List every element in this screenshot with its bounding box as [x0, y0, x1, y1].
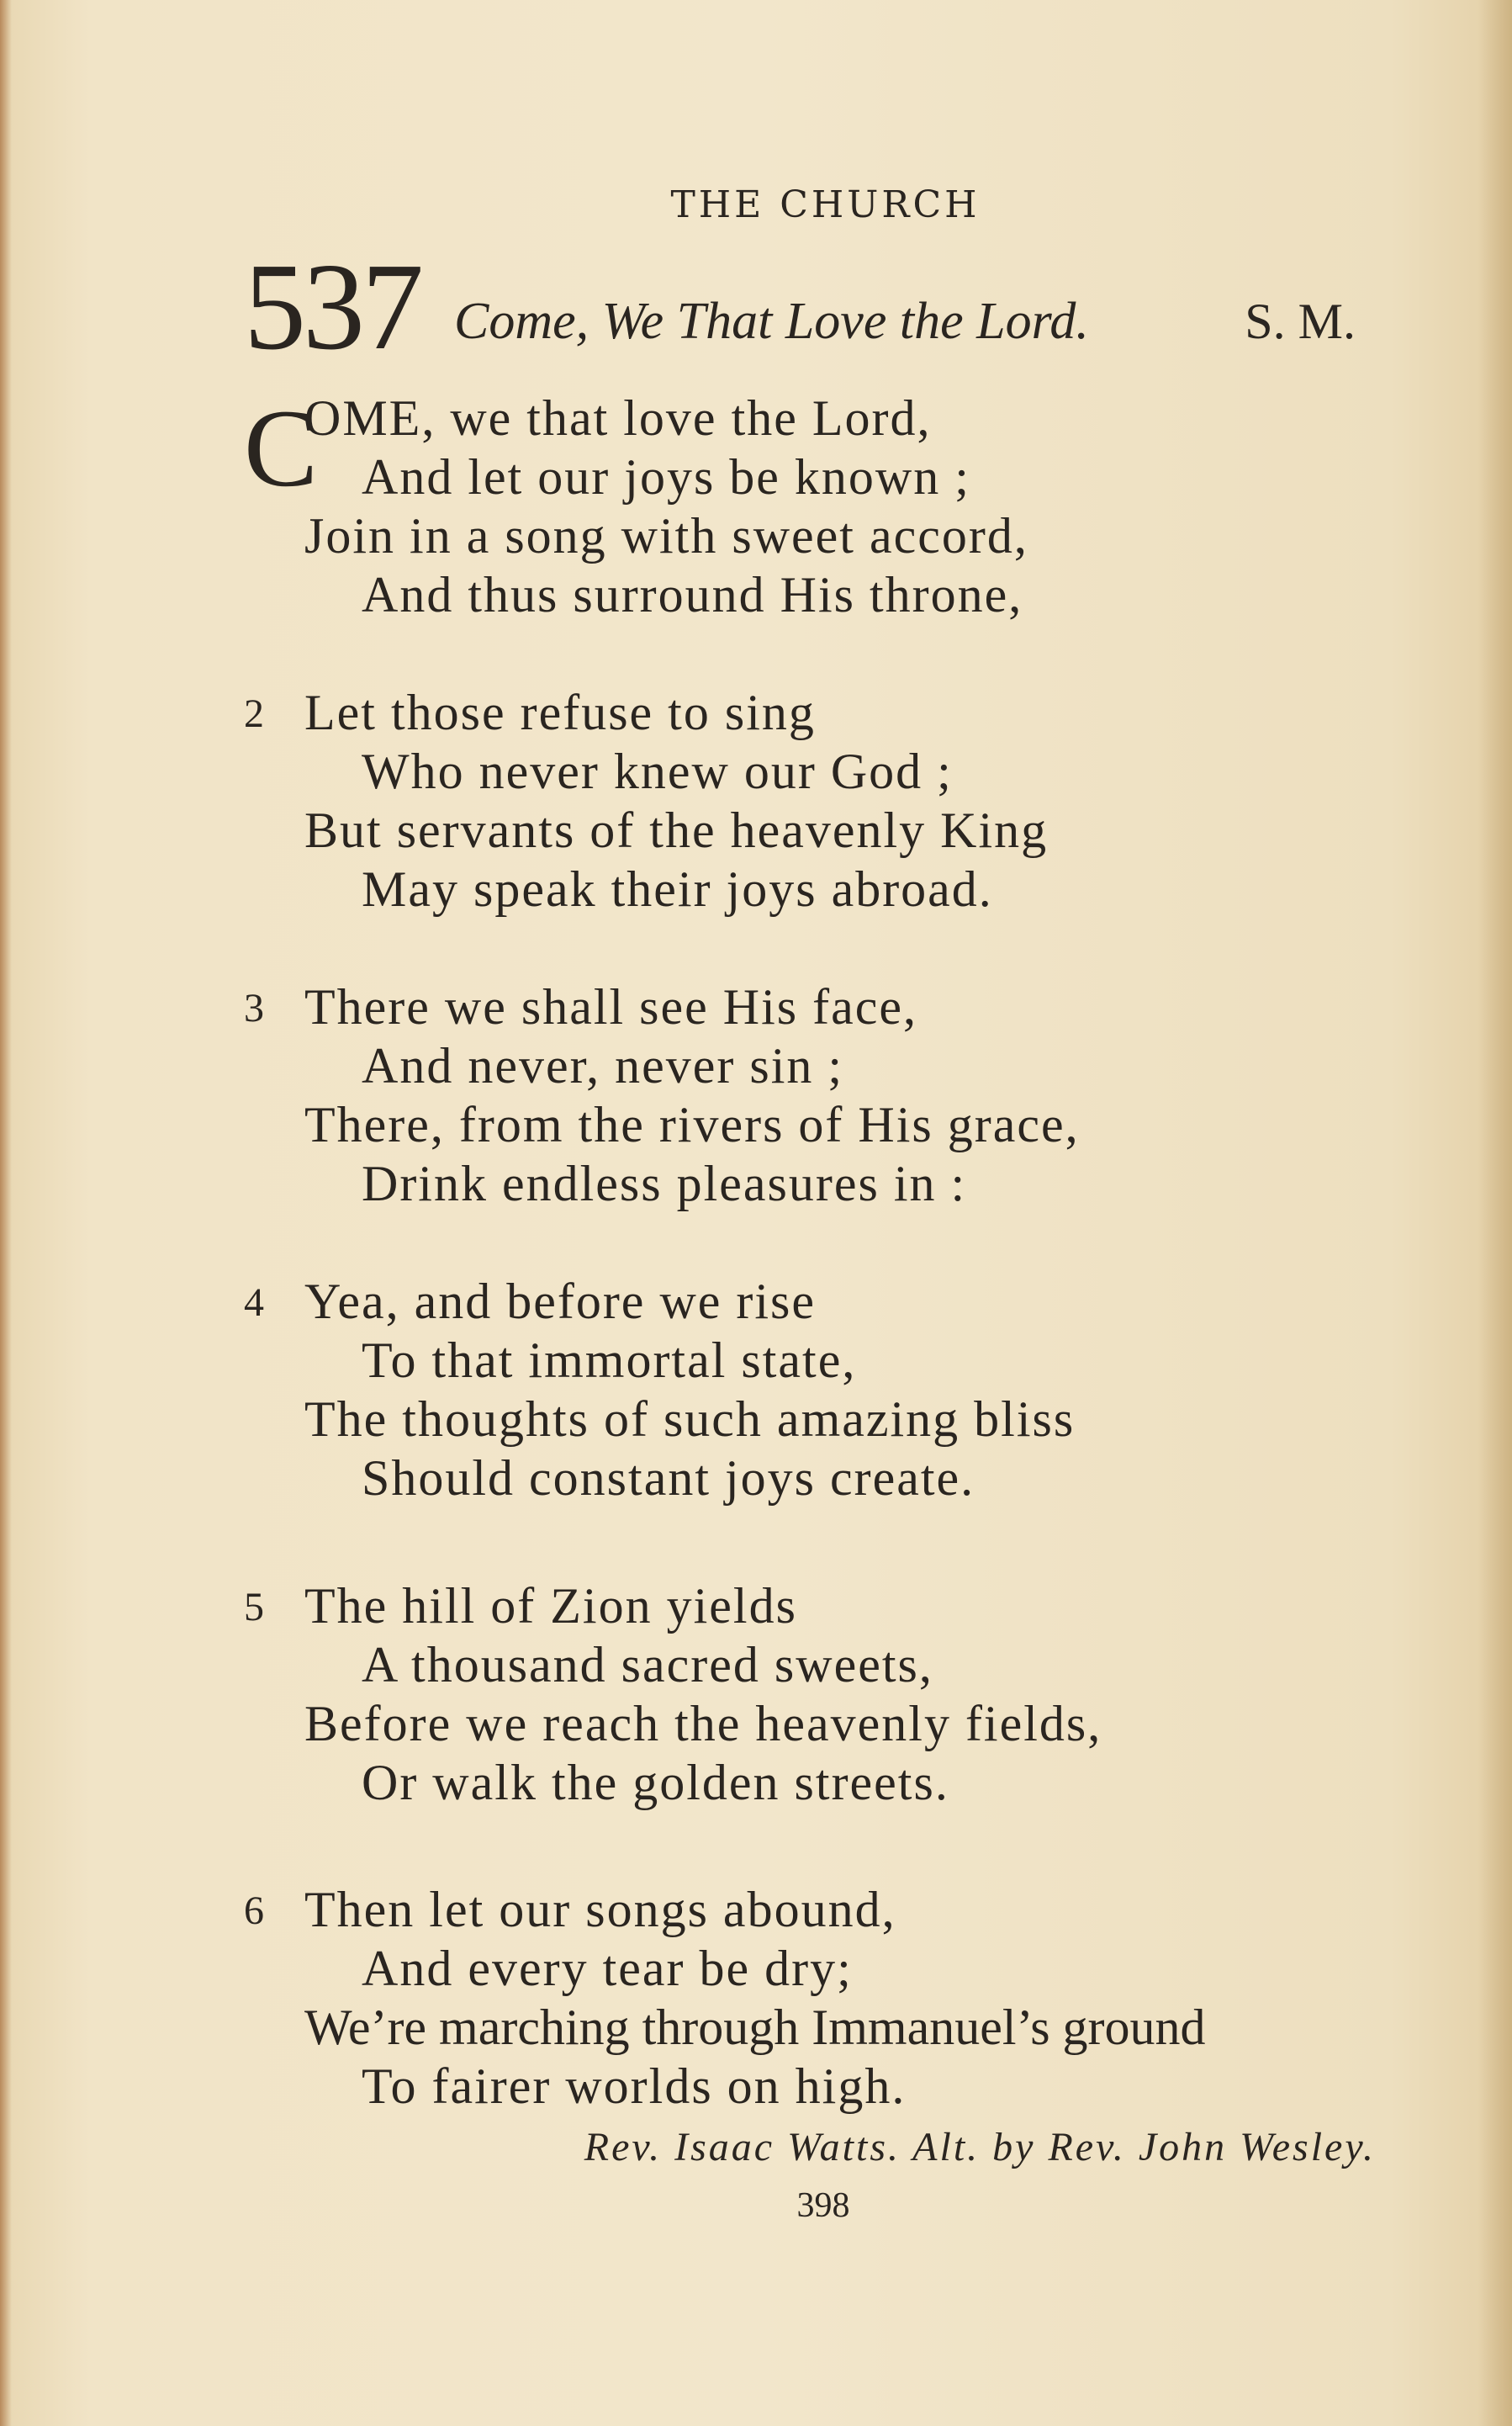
stanza-line: A thousand sacred sweets,: [362, 1637, 933, 1692]
stanza-line: And never, never sin ;: [362, 1038, 844, 1094]
stanza-line: And every tear be dry;: [362, 1941, 853, 1996]
page-edge-left: [0, 0, 12, 2426]
stanza-line: Before we reach the heavenly fields,: [304, 1696, 1102, 1751]
stanza-line: But servants of the heavenly King: [304, 802, 1049, 858]
stanza-line: OME, we that love the Lord,: [304, 390, 932, 446]
drop-cap: C: [244, 386, 319, 510]
stanza-line: Who never knew our God ;: [362, 744, 953, 799]
stanza-6: [244, 1880, 1388, 2116]
stanza-line: Join in a song with sweet accord,: [304, 508, 1028, 564]
hymn-meter: S. M.: [1245, 294, 1356, 349]
running-head: THE CHURCH: [670, 183, 981, 226]
stanza-number: 3: [244, 986, 264, 1030]
stanza-number: 2: [244, 691, 264, 736]
stanza-line: And let our joys be known ;: [362, 449, 970, 505]
stanza-line: Should constant joys create.: [362, 1450, 975, 1506]
stanza-line: The thoughts of such amazing bliss: [304, 1391, 1076, 1447]
stanza-number: 5: [244, 1585, 264, 1629]
page-number: 398: [796, 2186, 850, 2225]
stanza-line: Then let our songs abound,: [304, 1882, 896, 1937]
stanza-line: May speak their joys abroad.: [362, 861, 993, 917]
stanza-line: There we shall see His face,: [304, 979, 918, 1035]
stanza-5: [244, 1576, 1388, 1812]
stanza-line: Let those refuse to sing: [304, 685, 816, 740]
stanza-line: And thus surround His throne,: [362, 567, 1023, 622]
attribution: Rev. Isaac Watts. Alt. by Rev. John Wesley.: [584, 2125, 1376, 2169]
hymn-header: [244, 238, 1379, 376]
stanza-4: [244, 1272, 1388, 1507]
stanza-line: To that immortal state,: [362, 1332, 857, 1388]
stanza-line: Yea, and before we rise: [304, 1274, 817, 1329]
hymn-number: 537: [244, 238, 420, 376]
stanza-3: [244, 977, 1388, 1213]
hymn-title: Come, We That Love the Lord.: [454, 293, 1089, 350]
stanza-line: Or walk the golden streets.: [362, 1755, 949, 1810]
stanza-number: 6: [244, 1888, 264, 1933]
stanza-line: To fairer worlds on high.: [362, 2058, 907, 2114]
stanza-line: There, from the rivers of His grace,: [304, 1097, 1080, 1152]
stanza-line: Drink endless pleasures in :: [362, 1156, 967, 1211]
page-edge-right: [1478, 0, 1512, 2426]
stanza-2: [244, 683, 1388, 919]
stanza-line: We’re marching through Immanuel’s ground: [304, 2000, 1206, 2055]
stanza-1: [244, 386, 1388, 624]
stanza-line: The hill of Zion yields: [304, 1578, 797, 1634]
stanza-number: 4: [244, 1280, 264, 1325]
